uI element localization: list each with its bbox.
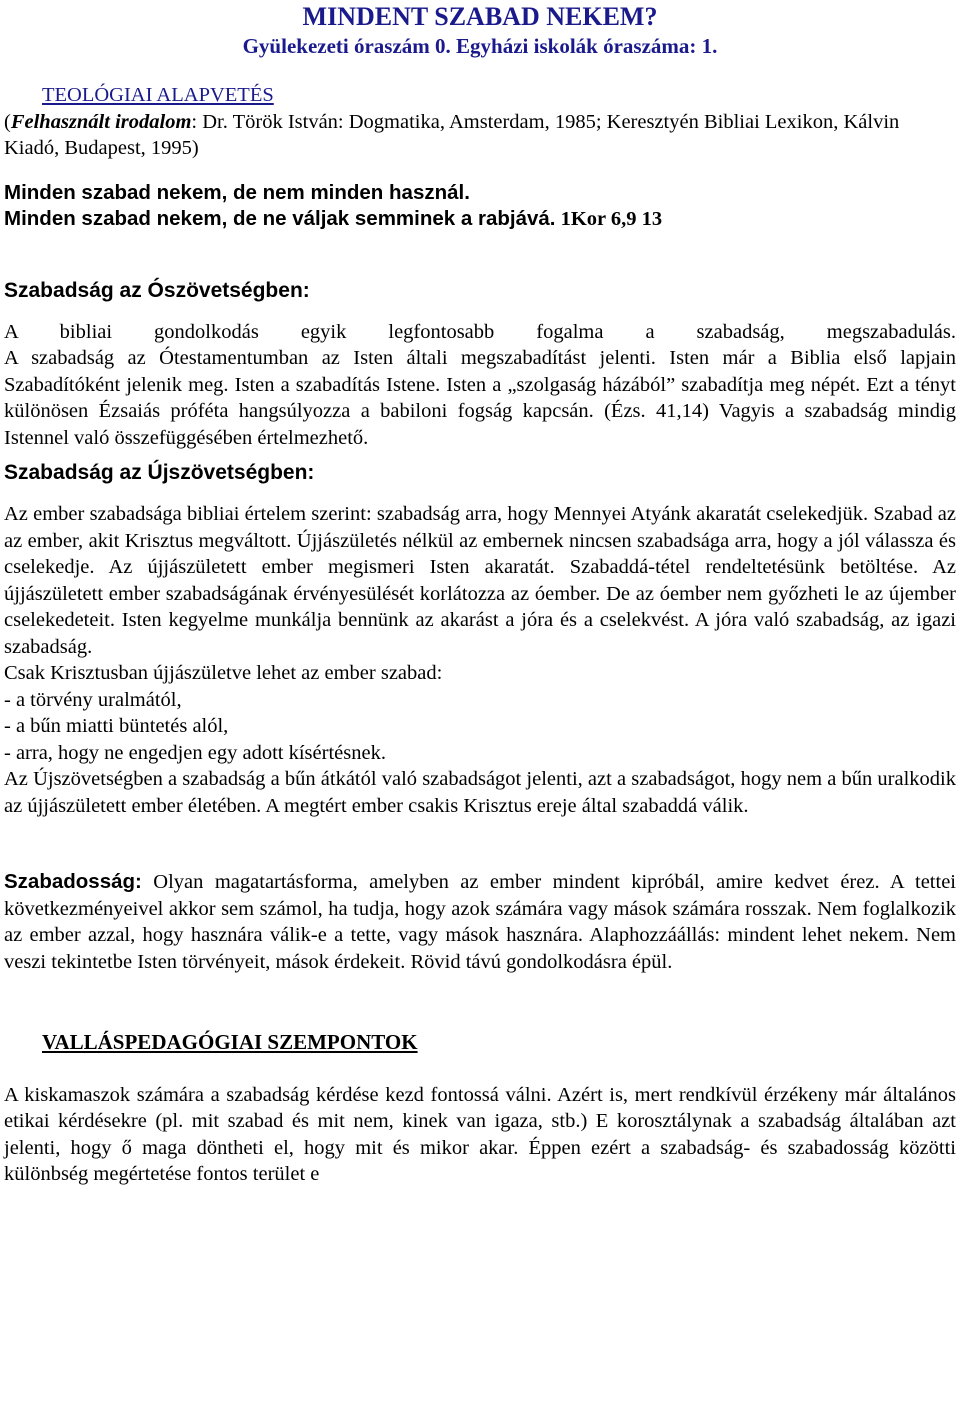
szabadossag-paragraph (4, 869, 956, 975)
motto-line-2 (4, 206, 956, 233)
motto-text: Minden szabad nekem, de ne váljak semminek a rabjává. (4, 207, 556, 230)
literature-text: : Dr. Török István: Dogmatika, Amsterdam, 1985; Keresztyén Bibliai Lexikon, Kálvin Kiadó, Budapest, 1995) (4, 110, 900, 159)
nt-list-intro: Csak Krisztusban újjászületve lehet az ember szabad: (4, 662, 443, 684)
nt-heading: Szabadság az Újszövetségben: (4, 461, 315, 484)
szabadossag-term: Szabadosság: (4, 870, 142, 893)
nt-paragraph-1: Az ember szabadsága bibliai értelem szerint: szabadság arra, hogy Mennyei Atyánk akaratát cselekedjük. Szabad az az ember, akit Krisztus megváltott. Újjászületés nélkül az embernek nincsen szabadsága arra, hogy a jól válassza és cselekedje. Az újjászületett ember megismeri Isten akaratát. Szabaddá-tétel rendeltetésünk betöltése. Az újjászületett ember szabadságának érvényesülését korlátozza az óember. De az óember nem győzheti le az újember cselekedeteit. Isten kegyelme munkálja bennünk az akarást a jóra és a cselekvést. A jóra való szabadság, az igazi szabadság. (4, 503, 956, 658)
document-page (4, 0, 956, 1188)
literature-note: (Felhasznált irodalom: Dr. Török István: Dogmatika, Amsterdam, 1985; Keresztyén Bibliai Lexikon, Kálvin Kiadó, Budapest, 1995) (4, 110, 900, 159)
page-subtitle: Gyülekezeti óraszám 0. Egyházi iskolák óraszáma: 1. (242, 34, 718, 58)
theology-heading: TEOLÓGIAI ALAPVETÉS (42, 84, 274, 106)
ot-paragraph-2: A szabadság az Ótestamentumban az Isten általi megszabadítást jelenti. Isten már a Biblia első lapjain Szabadítóként jelenik meg. Isten a szabadítás Istene. Isten a „szolgaság házából” szabadítja meg népét. Ezt a tényt különösen Ézsaiás próféta hangsúlyozza a babiloni fogság kapcsán. (Ézs. 41,14) Vagyis a szabadság mindig Istennel való összefüggésében értelmezhető. (4, 347, 956, 449)
ot-heading: Szabadság az Ószövetségben: (4, 278, 310, 302)
nt-paragraph-2: Az Újszövetségben a szabadság a bűn átkától való szabadságot jelenti, azt a szabadságot, hogy nem a bűn uralkodik az újjászületett ember életében. A megtért ember csakis Krisztus ereje által szabaddá válik. (4, 768, 956, 817)
list-item: - arra, hogy ne engedjen egy adott kísértésnek. (4, 741, 386, 764)
szabadossag-text: Olyan magatartásforma, amelyben az ember mindent kipróbál, amire kedvet érez. A tettei következményeivel akkor sem számol, ha tudja, hogy azok számára vagy mások számára rosszak. Nem foglalkozik az ember azzal, hogy hasznára válik-e a tette, vagy mások hasznára. Alaphozzáállás: mindent lehet nekem. Nem veszi tekintetbe Isten törvényeit, mások érdekeit. Rövid távú gondolkodásra épül. (4, 871, 956, 973)
ot-paragraph-1: A bibliai gondolkodás egyik legfontosabb fogalma a szabadság, megszabadulás. (4, 320, 956, 343)
pedagogy-heading: VALLÁSPEDAGÓGIAI SZEMPONTOK (42, 1030, 418, 1054)
list-item: - a bűn miatti büntetés alól, (4, 715, 229, 737)
page-title: MINDENT SZABAD NEKEM? (302, 2, 658, 31)
motto-reference: 1Kor 6,9 13 (555, 208, 663, 230)
list-item: - a törvény uralmától, (4, 688, 182, 711)
literature-label: Felhasznált irodalom (10, 110, 192, 133)
motto-line-1: Minden szabad nekem, de nem minden használ. (4, 180, 470, 204)
pedagogy-paragraph: A kiskamaszok számára a szabadság kérdése kezd fontossá válni. Azért is, mert rendkívül érzékeny már általános etikai kérdésekre (pl. mit szabad és mit nem, kinek van igaza, stb.) E korosztálynak a szabadság általában azt jelenti, hogy ő maga döntheti el, hogy mit és mikor akar. Éppen ezért a szabadság- és szabadosság közötti különbség megértetése fontos terület e (4, 1083, 956, 1185)
